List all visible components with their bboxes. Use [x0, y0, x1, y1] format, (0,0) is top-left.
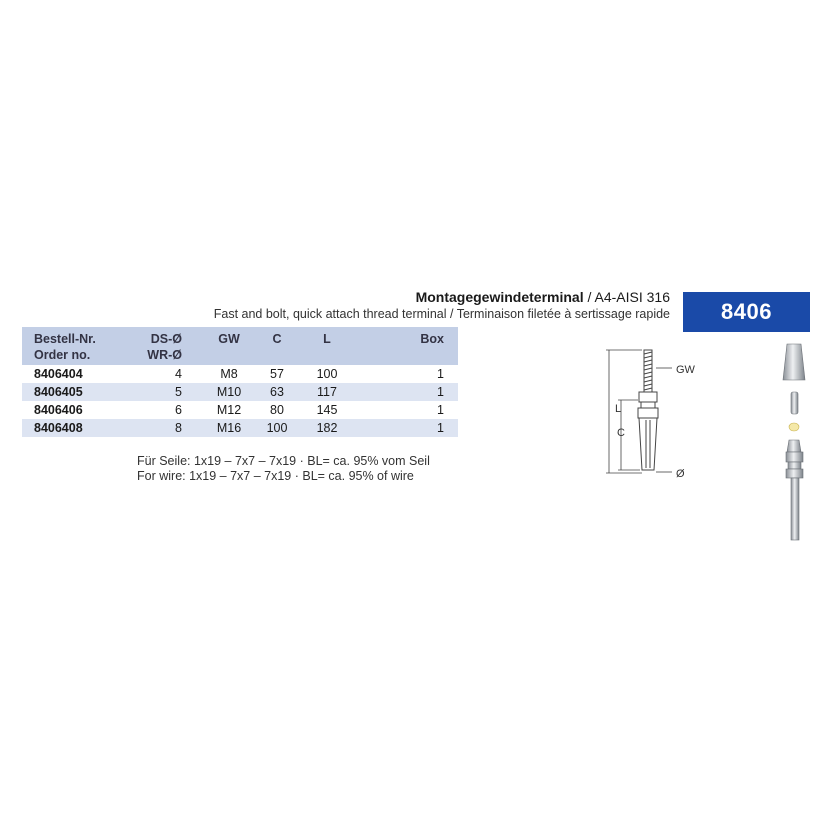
spec-table — [22, 327, 458, 437]
cell-order: 8406408 — [34, 421, 83, 435]
cell-c: 63 — [270, 385, 284, 399]
cell-gw: M16 — [216, 421, 242, 435]
header-box: Box — [420, 332, 444, 346]
cell-box: 1 — [437, 403, 444, 417]
cell-l: 182 — [316, 421, 338, 435]
cell-l: 100 — [316, 367, 338, 381]
header-order-de: Bestell-Nr. — [34, 332, 96, 346]
title-material: / A4-AISI 316 — [583, 289, 670, 305]
label-gw: GW — [676, 364, 695, 376]
cell-gw: M10 — [216, 385, 242, 399]
label-l: L — [615, 403, 622, 415]
table-row — [22, 419, 458, 437]
cell-box: 1 — [437, 385, 444, 399]
cell-box: 1 — [437, 421, 444, 435]
cell-c: 57 — [270, 367, 284, 381]
header-ds-de: DS-Ø — [150, 332, 182, 346]
terminal-parts — [783, 344, 805, 540]
cell-ds: 4 — [175, 367, 182, 381]
cell-ds: 6 — [175, 403, 182, 417]
wire-note — [137, 454, 430, 484]
cell-gw: M8 — [220, 367, 238, 381]
cell-c: 100 — [266, 421, 288, 435]
technical-drawing — [596, 340, 706, 490]
header-gw: GW — [218, 332, 240, 346]
title-german: Montagegewindeterminal — [415, 289, 584, 305]
cell-l: 145 — [316, 403, 338, 417]
nut-body — [638, 392, 658, 470]
label-c: C — [617, 427, 625, 439]
header-c: C — [272, 332, 282, 346]
cell-ds: 8 — [175, 421, 182, 435]
label-diameter: Ø — [676, 468, 685, 480]
wire-note-en: For wire: 1x19 – 7x7 – 7x19 · BL= ca. 95% of wire — [137, 469, 414, 483]
cell-box: 1 — [437, 367, 444, 381]
table-row — [22, 365, 458, 383]
table-row — [22, 401, 458, 419]
cell-c: 80 — [270, 403, 284, 417]
cell-ds: 5 — [175, 385, 182, 399]
wire-note-de: Für Seile: 1x19 – 7x7 – 7x19 · BL= ca. 95% vom Seil — [137, 454, 430, 468]
header-ds-en: WR-Ø — [147, 348, 182, 362]
table-row — [22, 383, 458, 401]
product-number-badge: 8406 — [683, 292, 810, 332]
cell-order: 8406405 — [34, 385, 83, 399]
cell-order: 8406406 — [34, 403, 83, 417]
header-order-en: Order no. — [34, 348, 91, 362]
cell-gw: M12 — [216, 403, 242, 417]
cell-order: 8406404 — [34, 367, 83, 381]
product-title — [300, 289, 670, 305]
table-header — [22, 327, 458, 365]
product-subtitle: Fast and bolt, quick attach thread terminal / Terminaison filetée à sertissage rapide — [213, 307, 670, 321]
thread-rod — [644, 350, 652, 392]
cell-l: 117 — [317, 385, 337, 399]
terminal-photo — [778, 340, 810, 550]
header-l: L — [323, 332, 331, 346]
